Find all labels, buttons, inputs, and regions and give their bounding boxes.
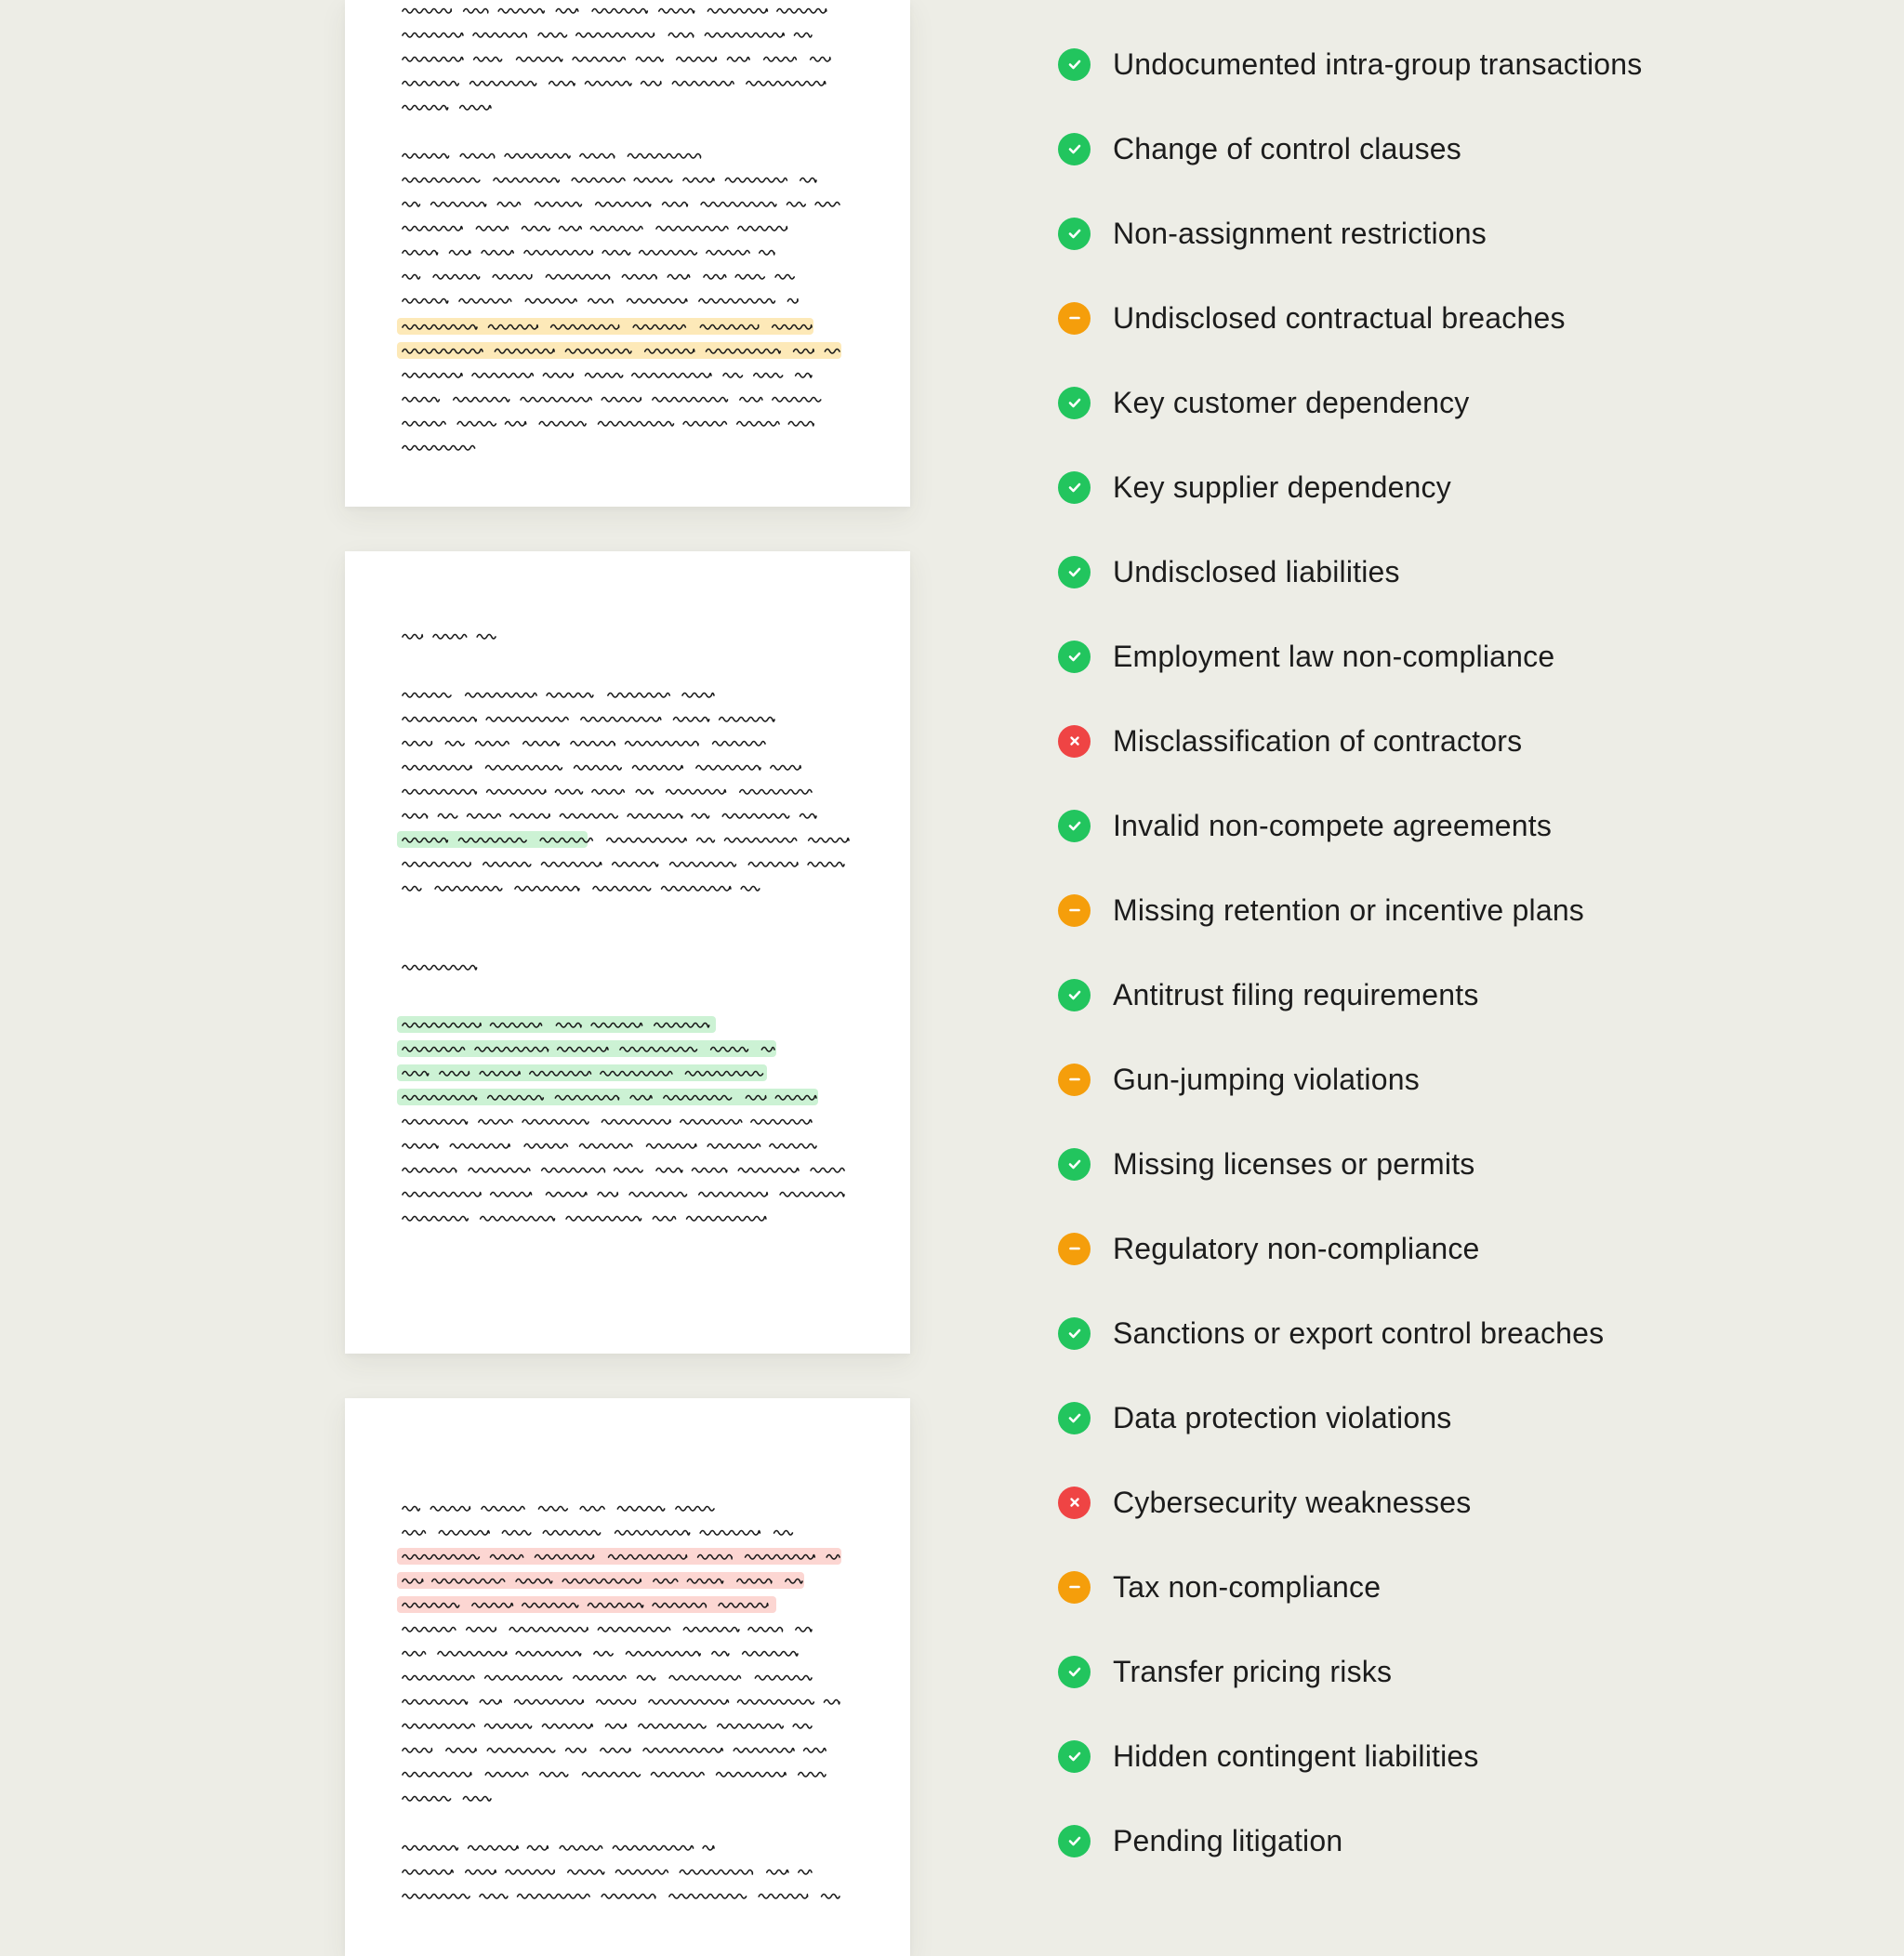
checklist-item-label: Pending litigation <box>1113 1823 1343 1857</box>
scribble-line <box>403 1773 826 1778</box>
checklist-item <box>1058 548 1400 595</box>
checklist-item <box>1058 1225 1480 1272</box>
scribble-line <box>403 1846 714 1851</box>
checklist-item <box>1058 633 1554 680</box>
checklist-item <box>1058 210 1487 257</box>
check-icon <box>1058 641 1091 673</box>
scribble-line <box>403 9 826 14</box>
minus-icon <box>1058 1233 1091 1265</box>
scribble-line <box>403 82 826 86</box>
checklist-item-label: Missing licenses or permits <box>1113 1146 1475 1181</box>
check-icon <box>1058 218 1091 250</box>
scribble-line <box>403 966 477 971</box>
x-icon <box>1058 725 1091 758</box>
scribble-line <box>403 398 821 403</box>
checklist-item <box>1058 1648 1392 1695</box>
checklist-item <box>1058 1733 1479 1779</box>
checklist-item <box>1058 1141 1475 1187</box>
checklist-item-label: Non-assignment restrictions <box>1113 216 1487 250</box>
checklist-item-label: Key customer dependency <box>1113 385 1470 419</box>
checklist-item <box>1058 1056 1420 1103</box>
document-page-3 <box>345 1398 910 1956</box>
check-icon <box>1058 471 1091 504</box>
checklist-item-label: Invalid non-compete agreements <box>1113 808 1553 842</box>
scribble-line <box>403 635 496 640</box>
checklist-item-label: Gun-jumping violations <box>1113 1062 1420 1096</box>
check-icon <box>1058 1656 1091 1688</box>
scribble-line <box>403 1725 812 1729</box>
scribble-line <box>403 1507 714 1512</box>
minus-icon <box>1058 1064 1091 1096</box>
checklist-item-label: Undisclosed contractual breaches <box>1113 300 1566 335</box>
scribble-line <box>403 33 812 38</box>
checklist-item <box>1058 464 1451 510</box>
scribble-line <box>403 299 798 304</box>
checklist-item-label: Key supplier dependency <box>1113 469 1451 504</box>
check-icon <box>1058 979 1091 1011</box>
scribble-line <box>403 742 765 747</box>
scribble-line <box>403 178 816 183</box>
checklist-item <box>1058 887 1584 933</box>
check-icon <box>1058 1825 1091 1857</box>
check-icon <box>1058 1402 1091 1434</box>
checklist-item-label: Sanctions or export control breaches <box>1113 1315 1605 1350</box>
checklist-item <box>1058 718 1522 764</box>
document-scribble-text <box>345 1398 910 1956</box>
scribble-line <box>403 203 840 207</box>
scribble-line <box>403 1628 812 1632</box>
check-icon <box>1058 133 1091 165</box>
checklist-item <box>1058 1394 1452 1441</box>
checklist-item-label: Employment law non-compliance <box>1113 639 1555 673</box>
scribble-line <box>403 58 830 62</box>
checklist-item <box>1058 41 1643 87</box>
scribble-line <box>403 1676 812 1681</box>
checklist-item-label: Missing retention or incentive plans <box>1113 892 1585 927</box>
scribble-line <box>403 154 701 159</box>
checklist-item-label: Cybersecurity weaknesses <box>1113 1485 1472 1519</box>
scribble-line <box>403 1169 844 1173</box>
checklist-item <box>1058 126 1461 172</box>
checklist-item <box>1058 1817 1342 1864</box>
checklist-item <box>1058 1479 1471 1526</box>
check-icon <box>1058 810 1091 842</box>
minus-icon <box>1058 302 1091 335</box>
document-scribble-text <box>345 0 910 507</box>
scribble-line <box>403 694 714 698</box>
scribble-line <box>403 446 475 451</box>
checklist-item-label: Data protection violations <box>1113 1400 1452 1434</box>
scribble-line <box>403 1870 812 1875</box>
checklist-item <box>1058 802 1552 849</box>
checklist-item <box>1058 379 1470 426</box>
checklist-item-label: Antitrust filing requirements <box>1113 977 1479 1011</box>
scribble-line <box>403 1217 766 1222</box>
checklist-item-label: Undocumented intra-group transactions <box>1113 46 1643 81</box>
scribble-line <box>403 766 800 771</box>
scribble-line <box>403 1797 491 1802</box>
check-icon <box>1058 556 1091 588</box>
check-icon <box>1058 387 1091 419</box>
checklist-item-label: Undisclosed liabilities <box>1113 554 1400 588</box>
scribble-line <box>403 863 844 867</box>
scribble-line <box>403 1895 840 1899</box>
scribble-line <box>403 790 812 795</box>
scribble-line <box>403 422 813 427</box>
checklist-item-label: Transfer pricing risks <box>1113 1654 1393 1688</box>
minus-icon <box>1058 1571 1091 1604</box>
scribble-line <box>403 251 774 256</box>
scribble-line <box>403 1700 840 1705</box>
document-page-2 <box>345 551 910 1354</box>
text-highlight <box>397 1572 804 1589</box>
checklist-item-label: Regulatory non-compliance <box>1113 1231 1480 1265</box>
scribble-line <box>403 227 787 231</box>
scribble-line <box>403 374 812 378</box>
scribble-line <box>403 1749 826 1753</box>
checklist-item <box>1058 971 1479 1018</box>
checklist-item-label: Tax non-compliance <box>1113 1569 1382 1604</box>
checklist-item <box>1058 295 1566 341</box>
checklist-item-label: Hidden contingent liabilities <box>1113 1738 1479 1773</box>
scribble-line <box>403 275 794 280</box>
checklist-item-label: Misclassification of contractors <box>1113 723 1523 758</box>
scribble-line <box>403 1531 792 1536</box>
scribble-line <box>403 718 774 722</box>
scribble-line <box>403 814 816 819</box>
text-highlight <box>397 318 813 335</box>
document-scribble-text <box>345 551 910 1354</box>
document-page-1 <box>345 0 910 507</box>
scribble-line <box>403 887 760 892</box>
scribble-line <box>403 106 491 111</box>
scribble-line <box>403 1120 812 1125</box>
x-icon <box>1058 1487 1091 1519</box>
minus-icon <box>1058 894 1091 927</box>
check-icon <box>1058 1148 1091 1181</box>
check-icon <box>1058 48 1091 81</box>
check-icon <box>1058 1317 1091 1350</box>
checklist-item <box>1058 1564 1381 1610</box>
checklist-item-label: Change of control clauses <box>1113 131 1461 165</box>
check-icon <box>1058 1740 1091 1773</box>
checklist-item <box>1058 1310 1604 1356</box>
scribble-line <box>403 1144 816 1149</box>
scribble-line <box>403 1652 798 1657</box>
scribble-line <box>403 1193 844 1197</box>
